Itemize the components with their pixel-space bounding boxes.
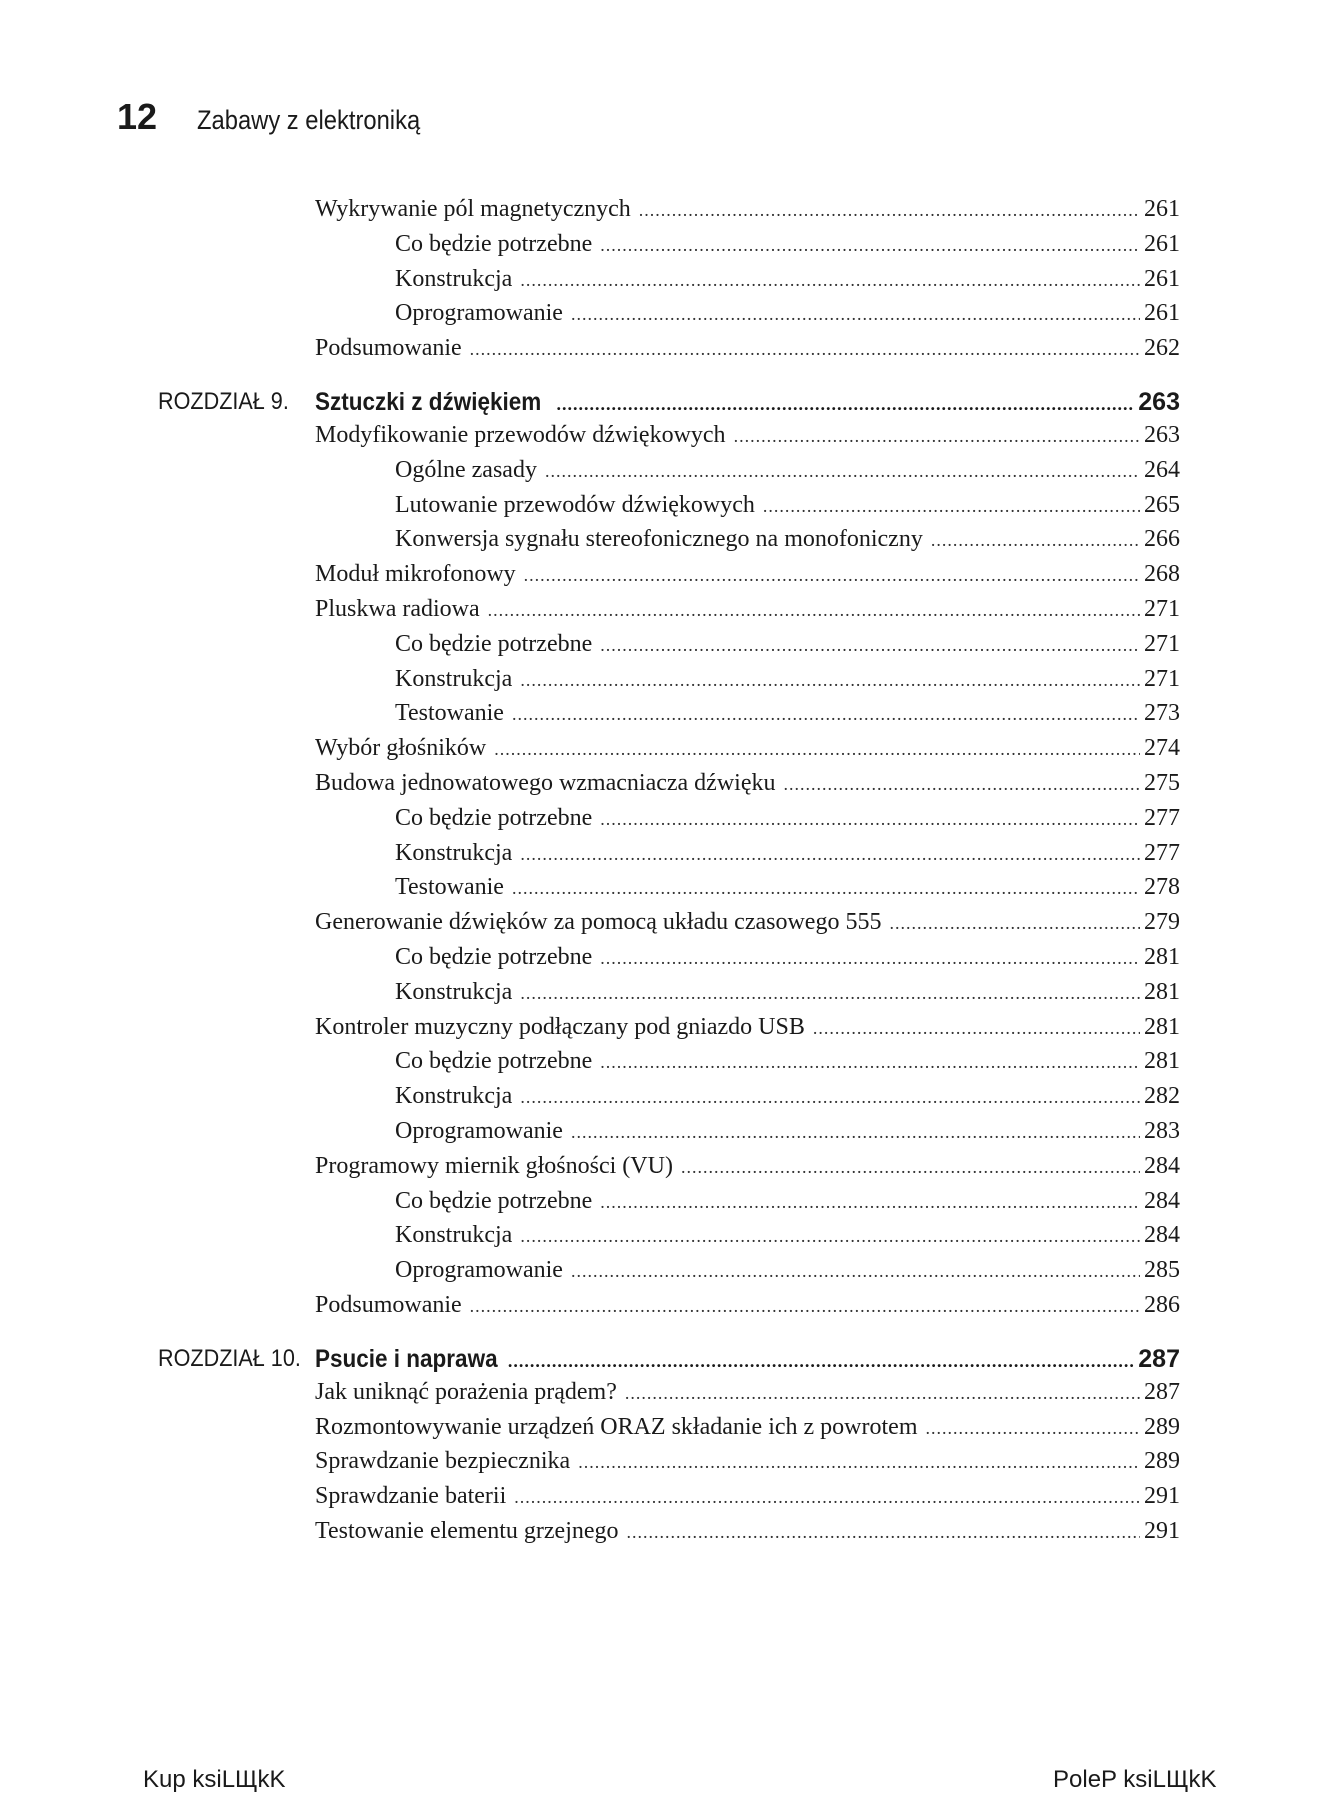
toc-entry[interactable] xyxy=(395,805,1180,837)
toc-entry[interactable] xyxy=(315,596,1180,628)
toc-entry[interactable] xyxy=(315,909,1180,941)
toc-entry-page: 283 xyxy=(1144,1118,1180,1144)
toc-entry-title: Co będzie potrzebne xyxy=(395,1048,593,1075)
toc-entry-title: Lutowanie przewodów dźwiękowych xyxy=(395,491,755,518)
dot-leader xyxy=(470,1296,1140,1317)
toc-entry[interactable] xyxy=(395,492,1180,524)
toc-entry-title: Konwersja sygnału stereofonicznego na monofoniczny xyxy=(395,526,923,553)
toc-entry-title: Konstrukcja xyxy=(395,1083,513,1110)
toc-entry-page: 284 xyxy=(1144,1152,1180,1179)
dot-leader xyxy=(508,1351,1134,1372)
toc-entry-page: 271 xyxy=(1144,596,1180,622)
dot-leader xyxy=(470,339,1140,360)
dot-leader xyxy=(813,1018,1140,1039)
toc-entry-title: Budowa jednowatowego wzmacniacza dźwięku xyxy=(315,770,776,796)
dot-leader xyxy=(520,1087,1140,1108)
toc-entry-page: 261 xyxy=(1144,265,1180,292)
page-header xyxy=(117,96,451,138)
toc-entry-page: 281 xyxy=(1144,944,1180,970)
toc-entry-title: Podsumowanie xyxy=(315,1292,462,1318)
chapter-number: ROZDZIAŁ 10. xyxy=(158,1344,301,1372)
toc-entry-page: 278 xyxy=(1144,874,1180,901)
toc-chapter[interactable] xyxy=(315,388,1180,420)
toc-entry-page: 271 xyxy=(1144,665,1180,692)
toc-entry-page: 287 xyxy=(1144,1378,1180,1405)
toc-entry-page: 268 xyxy=(1144,561,1180,588)
dot-leader xyxy=(545,461,1140,482)
toc-entry-title: Modyfikowanie przewodów dźwiękowych xyxy=(315,422,726,448)
toc-entry-page: 289 xyxy=(1144,1448,1180,1475)
dot-leader xyxy=(931,530,1140,551)
toc-entry-title: Wykrywanie pól magnetycznych xyxy=(315,196,631,222)
toc-entry-page: 263 xyxy=(1144,422,1180,448)
toc-entry-page: 261 xyxy=(1144,300,1180,327)
toc-entry-title: Co będzie potrzebne xyxy=(395,230,593,257)
toc-entry-page: 285 xyxy=(1144,1257,1180,1284)
toc-entry-page: 261 xyxy=(1144,196,1180,222)
toc-entry[interactable] xyxy=(315,1448,1180,1480)
dot-leader xyxy=(600,635,1140,656)
dot-leader xyxy=(524,565,1140,586)
dot-leader xyxy=(512,704,1140,725)
toc-entry-page: 274 xyxy=(1144,735,1180,762)
toc-chapter[interactable] xyxy=(315,1345,1180,1377)
toc-entry-title: Ogólne zasady xyxy=(395,456,537,483)
toc-entry-page: 281 xyxy=(1144,978,1180,1005)
toc-entry[interactable] xyxy=(395,840,1180,872)
toc-entry-page: 281 xyxy=(1144,1048,1180,1075)
toc-entry-title: Konstrukcja xyxy=(395,265,513,292)
toc-entry-title: Co będzie potrzebne xyxy=(395,1187,593,1214)
toc-entry-title: Sztuczki z dźwiękiem xyxy=(315,388,542,416)
dot-leader xyxy=(571,1261,1140,1282)
toc-entry-page: 284 xyxy=(1144,1187,1180,1214)
dot-leader xyxy=(514,1487,1140,1508)
toc-entry-page: 281 xyxy=(1144,1013,1180,1040)
toc-entry-page: 284 xyxy=(1144,1222,1180,1249)
toc-entry-title: Wybór głośników xyxy=(315,735,487,762)
dot-leader xyxy=(520,1226,1140,1247)
dot-leader xyxy=(571,304,1140,325)
toc-entry-page: 279 xyxy=(1144,909,1180,936)
toc-entry-title: Sprawdzanie baterii xyxy=(315,1483,507,1510)
toc-entry-page: 287 xyxy=(1138,1344,1180,1373)
toc-entry[interactable] xyxy=(315,770,1180,802)
toc-entry[interactable] xyxy=(395,526,1180,558)
dot-leader xyxy=(494,739,1140,760)
toc-entry[interactable] xyxy=(395,266,1180,298)
dot-leader xyxy=(763,496,1140,517)
dot-leader xyxy=(889,913,1140,934)
toc-entry-title: Sprawdzanie bezpiecznika xyxy=(315,1448,571,1475)
toc-entry[interactable] xyxy=(315,561,1180,593)
toc-entry[interactable] xyxy=(315,1518,1180,1550)
dot-leader xyxy=(639,200,1140,221)
toc-entry[interactable] xyxy=(395,1118,1180,1150)
toc-entry-page: 291 xyxy=(1144,1518,1180,1544)
toc-entry[interactable] xyxy=(395,300,1180,332)
toc-entry[interactable] xyxy=(395,1188,1180,1220)
toc-entry-title: Co będzie potrzebne xyxy=(395,630,593,657)
toc-entry-title: Testowanie xyxy=(395,874,504,901)
toc-entry[interactable] xyxy=(395,1083,1180,1115)
toc-entry[interactable] xyxy=(315,1483,1180,1515)
toc-entry-page: 291 xyxy=(1144,1483,1180,1510)
toc-entry-page: 277 xyxy=(1144,804,1180,831)
dot-leader xyxy=(600,1052,1140,1073)
toc-entry-title: Co będzie potrzebne xyxy=(395,944,593,970)
toc-entry-title: Generowanie dźwięków za pomocą układu czasowego 555 xyxy=(315,909,882,936)
toc-entry[interactable] xyxy=(395,457,1180,489)
dot-leader xyxy=(681,1157,1140,1178)
toc-entry-title: Programowy miernik głośności (VU) xyxy=(315,1152,673,1179)
dot-leader xyxy=(734,426,1140,447)
toc-entry-title: Oprogramowanie xyxy=(395,1118,563,1144)
dot-leader xyxy=(520,983,1140,1004)
toc-entry[interactable] xyxy=(395,666,1180,698)
toc-entry-page: 263 xyxy=(1138,388,1180,416)
toc-entry-page: 286 xyxy=(1144,1292,1180,1318)
toc-entry-title: Podsumowanie xyxy=(315,335,462,362)
toc-entry-title: Jak uniknąć porażenia prądem? xyxy=(315,1378,617,1405)
dot-leader xyxy=(600,809,1140,830)
toc-entry-title: Pluskwa radiowa xyxy=(315,596,480,622)
toc-entry[interactable] xyxy=(395,700,1180,732)
toc-entry-title: Kontroler muzyczny podłączany pod gniazdo USB xyxy=(315,1013,805,1040)
dot-leader xyxy=(784,774,1141,795)
toc-entry-title: Testowanie elementu grzejnego xyxy=(315,1518,619,1544)
toc-entry-title: Konstrukcja xyxy=(395,665,513,692)
page-number: 12 xyxy=(117,96,158,137)
toc-entry[interactable] xyxy=(395,231,1180,263)
chapter-number: ROZDZIAŁ 9. xyxy=(158,388,289,415)
toc-entry-title: Oprogramowanie xyxy=(395,300,563,327)
toc-entry-title: Konstrukcja xyxy=(395,978,513,1005)
toc-entry-title: Konstrukcja xyxy=(395,1222,513,1249)
dot-leader xyxy=(578,1452,1140,1473)
dot-leader xyxy=(625,1383,1140,1404)
toc-entry-title: Moduł mikrofonowy xyxy=(315,561,516,588)
dot-leader xyxy=(488,600,1140,621)
toc-entry-title: Testowanie xyxy=(395,700,504,727)
rate-book-link[interactable]: PoleP ksiLЩkK xyxy=(1053,1766,1217,1793)
toc-entry[interactable] xyxy=(395,631,1180,663)
toc-entry-page: 262 xyxy=(1144,335,1180,362)
dot-leader xyxy=(571,1122,1140,1143)
toc-entry[interactable] xyxy=(395,1222,1180,1254)
book-title: Zabawy z elektroniką xyxy=(197,105,421,135)
toc-entry-page: 277 xyxy=(1144,839,1180,866)
toc-entry-page: 275 xyxy=(1144,770,1180,796)
dot-leader xyxy=(627,1522,1140,1543)
toc-entry[interactable] xyxy=(315,196,1180,228)
dot-leader xyxy=(520,670,1140,691)
toc-entry-page: 273 xyxy=(1144,700,1180,727)
toc-entry-title: Rozmontowywanie urządzeń ORAZ składanie ich z powrotem xyxy=(315,1413,918,1440)
toc-entry-page: 282 xyxy=(1144,1083,1180,1110)
toc-entry-page: 265 xyxy=(1144,491,1180,518)
toc-entry-page: 264 xyxy=(1144,456,1180,483)
toc-entry-title: Psucie i naprawa xyxy=(315,1344,498,1373)
toc-entry-page: 271 xyxy=(1144,630,1180,657)
dot-leader xyxy=(925,1418,1140,1439)
buy-book-link[interactable]: Kup ksiLЩkK xyxy=(143,1766,286,1793)
dot-leader xyxy=(556,394,1134,415)
dot-leader xyxy=(600,235,1140,256)
toc-entry[interactable] xyxy=(395,874,1180,906)
toc-entry[interactable] xyxy=(315,1153,1180,1185)
toc-entry[interactable] xyxy=(395,1257,1180,1289)
dot-leader xyxy=(512,878,1140,899)
toc-entry[interactable] xyxy=(315,1014,1180,1046)
toc-entry[interactable] xyxy=(315,1414,1180,1446)
toc-entry-title: Co będzie potrzebne xyxy=(395,804,593,831)
toc-entry[interactable] xyxy=(395,944,1180,976)
toc-entry[interactable] xyxy=(315,1379,1180,1411)
dot-leader xyxy=(600,1192,1140,1213)
toc-entry-title: Konstrukcja xyxy=(395,839,513,866)
toc-entry-page: 289 xyxy=(1144,1413,1180,1440)
toc-entry[interactable] xyxy=(395,979,1180,1011)
toc-entry-page: 266 xyxy=(1144,526,1180,553)
toc-entry[interactable] xyxy=(315,335,1180,367)
toc-entry[interactable] xyxy=(315,422,1180,454)
dot-leader xyxy=(520,270,1140,291)
toc-entry[interactable] xyxy=(315,735,1180,767)
toc-entry-page: 261 xyxy=(1144,230,1180,257)
dot-leader xyxy=(600,948,1140,969)
toc-entry[interactable] xyxy=(315,1292,1180,1324)
dot-leader xyxy=(520,844,1140,865)
toc-entry[interactable] xyxy=(395,1048,1180,1080)
toc-entry-title: Oprogramowanie xyxy=(395,1257,563,1284)
